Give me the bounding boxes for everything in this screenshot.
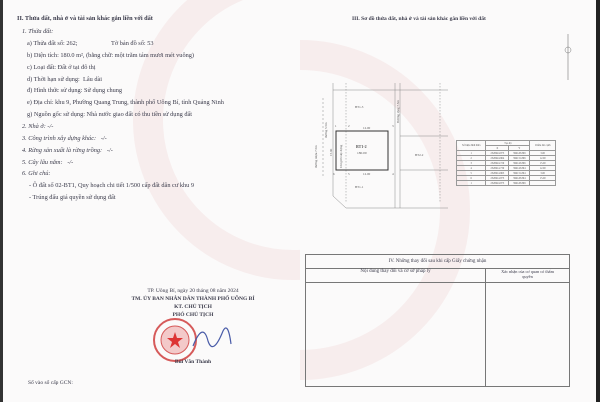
address: e) Địa chỉ: khu 9, Phường Quang Trung, thành phố Uông Bí, tỉnh Quảng Ninh [27,99,224,106]
changes-title: IV. Những thay đổi sau khi cấp Giấy chứng nhận [306,255,570,269]
form-label: đ) Hình thức sử dụng: [27,87,83,94]
road-right-label: Đường rộng 7.5m [396,100,400,123]
watermark-emblem [133,0,300,280]
depth-label: 15.00 [329,148,333,156]
coordinate-cell: 15.00 [530,176,556,181]
coordinate-cell: 3 [457,161,486,166]
coordinate-cell [530,181,556,186]
parcel-diagram [308,78,453,213]
perennial-label: 5. Cây lâu năm: [22,159,63,166]
coordinate-cell: 399128.899 [509,151,530,156]
perennial-value: -/- [67,159,74,166]
right-page [300,0,600,402]
forest-label: 4. Rừng sản xuất là rừng trồng: [22,147,103,154]
land-type [27,64,96,71]
road-left-label: đường nhựa 7.5m [314,145,318,168]
coordinate-cell: 2326924.873 [486,151,509,156]
coordinate-cell: 2326924.864 [486,156,509,161]
term-value: Lâu dài [82,76,103,83]
forest-value: -/- [106,147,113,154]
house-value: -/- [47,123,54,130]
form-value: Sử dụng chung [84,87,123,94]
house [22,123,53,130]
signer-name: Bùi Văn Thành [174,359,212,365]
register-number: Số vào sổ cấp GCN: [28,380,73,386]
changes-table [305,254,570,387]
coordinate-cell: 5 [457,171,486,176]
neighbor-east: BT2-2 [415,153,424,157]
coordinate-cell: 3.00 [530,171,556,176]
other-works-value: -/- [100,135,107,142]
map-sheet: Tờ bản đồ số: 53 [111,40,154,47]
coordinate-cell: 399128.899 [509,181,530,186]
coordinate-cell: 399131.894 [509,171,530,176]
coordinate-table [456,140,556,186]
coordinate-cell: 399128.894 [509,176,530,181]
house-label: 2. Nhà ở: [22,123,46,130]
authority: TM. ỦY BAN NHÂN DÂN THÀNH PHỐ UÔNG BÍ [131,296,255,302]
origin: g) Nguồn gốc sử dụng: Nhà nước giao đất có thu tiền sử dụng đất [27,111,193,118]
coordinate-cell: 12.00 [530,156,556,161]
area: b) Diện tích: 180.0 m², (bằng chữ: một trăm tám mươi mét vuông) [27,52,194,59]
neighbor-north: BT1-3 [355,105,364,109]
changes-col-confirmation: Xác nhận của cơ quan có thẩm quyền [486,269,570,283]
land-type-label: c) Loại đất: [27,64,57,71]
coordinate-cell: 2326924.873 [486,181,509,186]
coordinate-cell: 1 [457,181,486,186]
date-line: TP. Uông Bí, ngày 20 tháng 08 năm 2024 [147,288,239,294]
coordinate-cell: 3.00 [530,151,556,156]
col-x: X [486,146,509,151]
col-length: Chiều dài cạnh [530,141,556,151]
parcel-area: 180.00 [357,151,367,155]
width-top: 12.00 [363,126,371,130]
parcel-label: BT1-2 [356,144,367,149]
vice-title: PHÓ CHỦ TỊCH [172,312,214,318]
corner-label: 4 [392,172,394,176]
section-iii-title: III. Sơ đồ thửa đất, nhà ở và tài sản khác gắn liền với đất [352,16,486,22]
other-works-label: 3. Công trình xây dựng khác: [22,135,97,142]
note-item: - Ô đất số 02-BT1, Quy hoạch chi tiết 1/500 cấp đất dân cư khu 9 [29,182,194,189]
width-bottom: 12.00 [363,172,371,176]
changes-col-content: Nội dung thay đổi và cơ sở pháp lý [306,269,486,283]
changes-content-cell [306,283,486,387]
corner-label: 2 [348,124,350,128]
kt-title: KT. CHỦ TỊCH [174,304,212,310]
north-arrow-icon [562,32,574,82]
col-y: Y [509,146,530,151]
neighbor-south: BT1-1 [355,185,364,189]
term [27,76,102,83]
note-item: - Trúng đấu giá quyền sử dụng đất [29,194,116,201]
coordinate-cell: 1 [457,151,486,156]
coordinate-cell: 399143.894 [509,166,530,171]
road-width-label: đường 5.5m [324,122,328,138]
land-type-value: Đất ở tại đô thị [57,64,96,71]
corner-label: 5 [348,172,350,176]
coordinate-cell: 2326914.730 [486,166,509,171]
term-label: d) Thời hạn sử dụng: [27,76,80,83]
coordinate-cell: 2326914.873 [486,176,509,181]
col-vertex: Số hiệu đỉnh thửa [457,141,486,151]
land-heading: 1. Thửa đất: [22,28,54,35]
corner-label: 1 [335,124,337,128]
coordinate-cell: 399143.896 [509,161,530,166]
corner-label: 6 [333,172,335,176]
coordinate-cell: 2 [457,156,486,161]
coordinate-cell: 6 [457,176,486,181]
changes-confirmation-cell [486,283,570,387]
coordinate-cell: 2326924.729 [486,161,509,166]
section-ii-title: II. Thửa đất, nhà ở và tài sản khác gắn liền với đất [17,15,153,22]
parcel-number: a) Thửa đất số: 262; [27,40,78,47]
coordinate-cell: 399131.896 [509,156,530,161]
col-coordinates: Tọa độ [486,141,530,146]
build-line-label: Chỉ giới xây dựng [339,144,343,168]
coordinate-cell: 15.00 [530,161,556,166]
notes-heading: 6. Ghi chú: [22,170,51,177]
coordinate-cell: 2326914.865 [486,171,509,176]
usage-form [27,87,122,94]
corner-label: 3 [392,124,394,128]
coordinate-cell: 12.00 [530,166,556,171]
coordinate-cell: 4 [457,166,486,171]
coordinate-row [457,181,556,186]
